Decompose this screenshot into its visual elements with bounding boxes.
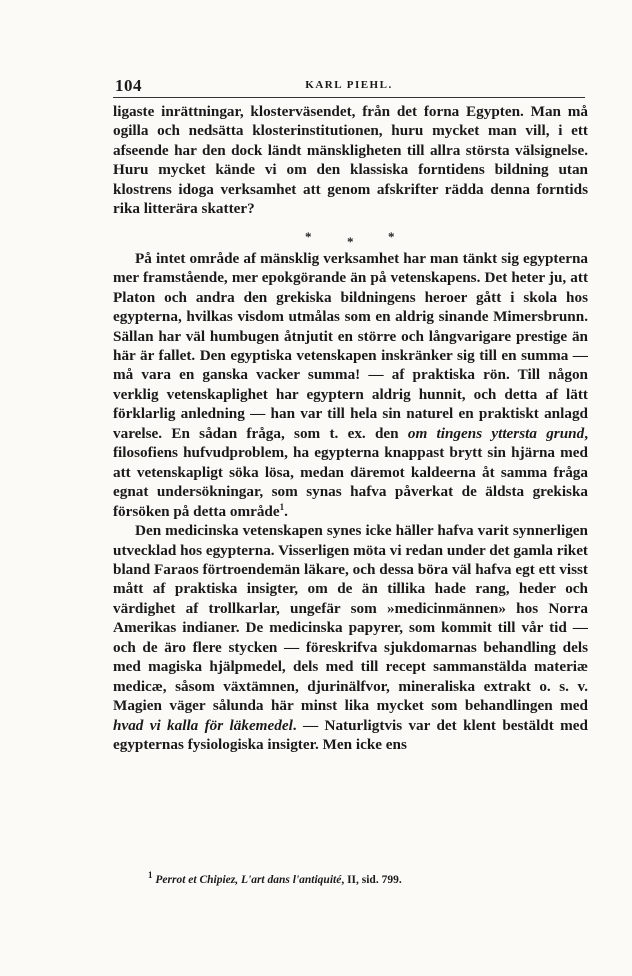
separator-star: * [347,233,354,249]
paragraph-2-text-a: På intet område af mänsklig verksamhet har man tänkt sig egypterna mer framstående, mer epokgörande än på vetenskapens. Det heter ju, att Platon och andra den grekiska bildningens heroer gått i skola hos egypterna, hvilkas visdom utmålas som en aldrig sinande Mimersbrunn. Sällan har väl humbugen åtnjutit en större och långvarigare prestige än här är fallet. Den egyptiska vetenskapen inskränker sig till en summa — må vara en ganska vacker summa! — af praktiska rön. Till någon verklig vetenskaplighet har egyptern aldrig hunnit, och detta af lätt förklarlig anledning — han var till hela sin naturel en praktiskt anlagd varelse. En sådan fråga, som t. ex. den [113,249,588,442]
running-title: KARL PIEHL. [305,79,393,91]
paragraph-2-end: . [284,502,288,520]
header-rule [113,97,585,98]
paragraph-2-text-b: , filosofiens hufvudproblem, ha egypterna knappast brytt sin hjärna med att vetenskapligt söka lösa, medan däremot kaldeerna åt samma fråga egnat undersökningar, som synas hafva påverkat de äldsta grekiska försöken på detta område [113,424,588,520]
paragraph-1: ligaste inrättningar, klosterväsendet, från det forna Egypten. Man må ogilla och nedsätta klosterinstitutionen, huru mycket man vill, i ett afseende har den dock ländt mänskligheten till allra största välsignelse. Huru mycket kände vi om den klassiska forntidens bildning utan klostrens idoga verksamhet att genom afskrifter rädda denna forntids rika litterära skatter? [113,103,588,218]
footnote-ref: 1 [279,501,285,512]
footnote-number: 1 [148,870,153,881]
footnote [148,870,588,886]
footnote-citation: Perrot et Chipiez, L'art dans l'antiquité [155,874,342,886]
running-head [113,76,585,96]
paragraph-2-italic: om tingens yttersta grund [407,424,585,442]
paragraph-3-italic: hvad vi kalla för läkemedel [113,716,293,734]
separator-star: * [305,228,312,244]
body-text [113,102,588,755]
page-number: 104 [115,76,142,95]
footnote-citation-rest: , II, sid. 799. [341,874,402,886]
section-separator [113,219,588,249]
separator-star: * [388,228,395,244]
paragraph-3-text-b: . — Naturligtvis var det klent bestäldt med egypternas fysiologiska insigter. Men icke ens [113,716,588,754]
paragraph-3 [113,521,588,754]
paragraph-2 [113,249,588,521]
paragraph-3-text-a: Den medicinska vetenskapen synes icke häller hafva varit synnerligen utvecklad hos egypterna. Visserligen möta vi redan under det gamla riket bland Faraos förtroendemän läkare, och dessa böra väl hafva egt ett visst mått af praktiska insigter, om de än tillika hade rang, heder och värdighet af trollkarlar, ungefär som »medicinmännen» hos Norra Amerikas indianer. De medicinska papyrer, som kommit till vår tid — och de äro flere stycken — föreskrifva sjukdomarnas behandling dels med magiska hjälpmedel, dels med till recept sammanstälda materiæ medicæ, såsom växtämnen, djurinälfvor, mineraliska extrakt o. s. v. Magien väger sålunda här minst lika mycket som behandlingen med [113,522,588,715]
